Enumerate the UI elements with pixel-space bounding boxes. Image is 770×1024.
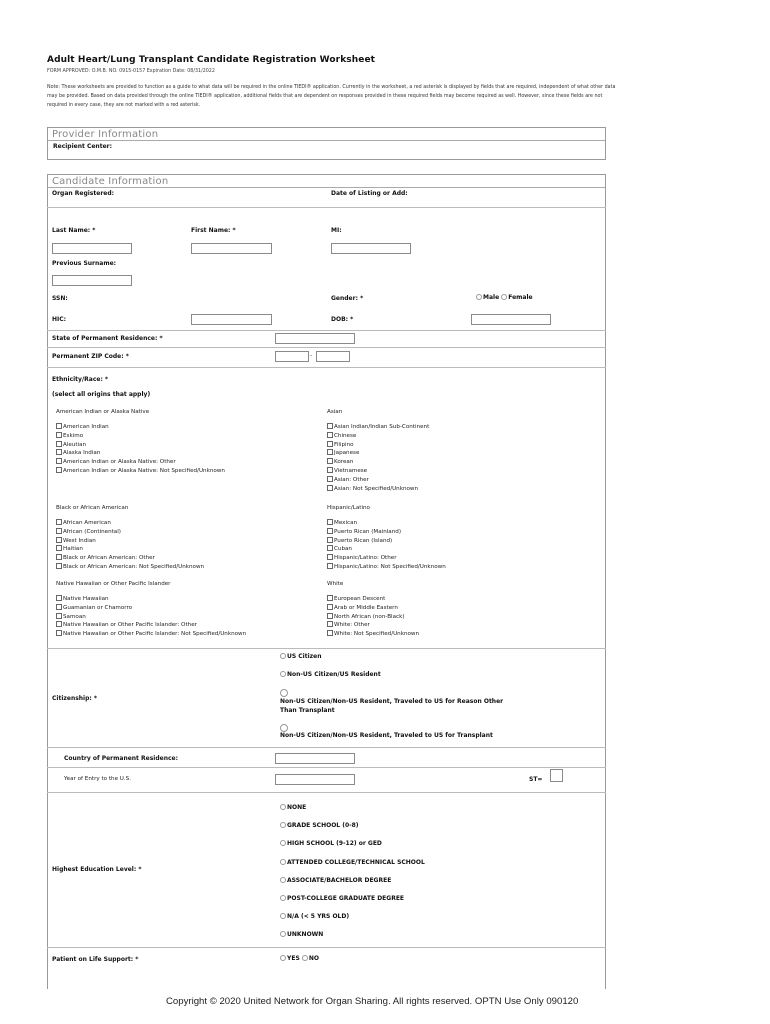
- education-option[interactable]: [280, 854, 425, 872]
- checkbox-label: Haitian: [63, 546, 83, 553]
- checkbox[interactable]: [327, 604, 333, 610]
- checkbox-label: Native Hawaiian or Other Pacific Islander: Not Specified/Unknown: [63, 631, 247, 638]
- checkbox-item[interactable]: [327, 545, 446, 554]
- checkbox-item[interactable]: [56, 458, 225, 467]
- radio[interactable]: [280, 859, 286, 865]
- radio-label: N/A (< 5 YRS OLD): [287, 913, 350, 921]
- checkbox-item[interactable]: [327, 432, 429, 441]
- checkbox-label: Black or African American: Not Specified/Unknown: [63, 563, 205, 570]
- yes-label: YES: [287, 955, 300, 962]
- checkbox-item[interactable]: [56, 441, 225, 450]
- ssn-label: SSN:: [52, 295, 68, 302]
- mi-label: MI:: [331, 227, 342, 234]
- checkbox-label: Asian Indian/Indian Sub-Continent: [334, 424, 430, 430]
- radio-label: US Citizen: [287, 653, 322, 660]
- checkbox[interactable]: [327, 621, 333, 627]
- st-label: ST=: [529, 776, 543, 783]
- checkbox-item[interactable]: [327, 485, 429, 494]
- copyright-footer: Copyright © 2020 United Network for Organ Sharing. All rights reserved. OPTN Use Only 090120: [166, 996, 579, 1007]
- checkbox-label: American Indian: [63, 424, 109, 430]
- checkbox[interactable]: [56, 630, 62, 636]
- zip-label: Permanent ZIP Code: *: [52, 353, 129, 360]
- checkbox-item[interactable]: [327, 441, 429, 450]
- checkbox[interactable]: [56, 554, 62, 560]
- divider: [47, 648, 606, 649]
- checkbox[interactable]: [56, 621, 62, 627]
- education-option[interactable]: [280, 890, 425, 908]
- checkbox[interactable]: [56, 467, 62, 473]
- radio-label: Non-US Citizen/US Resident: [287, 671, 381, 678]
- first-name-label: First Name: *: [191, 227, 236, 234]
- radio-label: Non-US Citizen/Non-US Resident, Traveled to US for Reason Other Than Transplant: [280, 698, 504, 714]
- radio[interactable]: [280, 840, 286, 846]
- checkbox-item[interactable]: [327, 630, 419, 639]
- checkbox[interactable]: [56, 537, 62, 543]
- instructions-note: Note: These worksheets are provided to function as a guide to what data will be required in the online TIEDI® application. Currently in the worksheet, a red asterisk is displayed by fields that are required, independent of what other data may be provided. Based on data provided through the online TIEDI® application, additional fields that are dependent on responses provided in these required fields may become required as well. However, since these fields are not required in every case, they are not marked with a red asterisk.: [47, 85, 616, 108]
- group-title-american-indian: American Indian or Alaska Native: [56, 409, 150, 415]
- radio-label: Non-US Citizen/Non-US Resident, Traveled to US for Transplant: [280, 732, 493, 739]
- zip-dash: -: [310, 353, 313, 359]
- education-option[interactable]: [280, 908, 425, 926]
- checkbox[interactable]: [327, 467, 333, 473]
- dob-label: DOB: *: [331, 316, 354, 323]
- checkbox-label: African (Continental): [63, 528, 121, 535]
- checkbox[interactable]: [327, 554, 333, 560]
- checkbox-item[interactable]: [327, 613, 419, 622]
- state-residence-label: State of Permanent Residence: *: [52, 335, 163, 342]
- divider: [47, 207, 606, 208]
- checkbox-item[interactable]: [327, 476, 429, 485]
- radio[interactable]: [280, 689, 288, 697]
- checkbox-label: Filipino: [334, 441, 354, 448]
- divider: [47, 347, 606, 348]
- checklist-hispanic: [327, 519, 446, 572]
- organ-registered-label: Organ Registered:: [52, 190, 115, 197]
- checkbox-item[interactable]: [327, 621, 419, 630]
- checkbox[interactable]: [327, 545, 333, 551]
- zip-input[interactable]: [275, 351, 309, 362]
- country-residence-select[interactable]: [275, 753, 355, 764]
- checkbox[interactable]: [56, 423, 62, 429]
- checkbox-item[interactable]: [56, 519, 204, 528]
- checkbox-label: Hispanic/Latino: Not Specified/Unknown: [334, 563, 446, 570]
- group-title-asian: Asian: [327, 409, 343, 415]
- education-option[interactable]: [280, 817, 425, 835]
- checkbox-label: Eskimo: [63, 432, 84, 439]
- checkbox[interactable]: [56, 595, 62, 601]
- education-options: [280, 799, 425, 945]
- checkbox[interactable]: [327, 528, 333, 534]
- checkbox-label: Alaska Indian: [63, 450, 101, 457]
- divider: [47, 767, 606, 768]
- checkbox-label: Asian: Not Specified/Unknown: [334, 485, 419, 492]
- education-option[interactable]: [280, 872, 425, 890]
- zip-extension-input[interactable]: [316, 351, 350, 362]
- checkbox-item[interactable]: [327, 563, 446, 572]
- radio[interactable]: [280, 671, 286, 677]
- gender-options: [476, 294, 533, 301]
- checkbox-label: West Indian: [63, 537, 96, 544]
- hic-input[interactable]: [191, 314, 272, 325]
- male-radio[interactable]: [476, 294, 482, 300]
- country-residence-label: Country of Permanent Residence:: [64, 755, 178, 762]
- citizenship-option-us-citizen[interactable]: [280, 653, 322, 660]
- life-support-options: [280, 955, 319, 962]
- checkbox-item[interactable]: [56, 537, 204, 546]
- page-title: Adult Heart/Lung Transplant Candidate Registration Worksheet: [47, 55, 376, 65]
- divider: [47, 947, 606, 948]
- checkbox-item[interactable]: [56, 467, 225, 476]
- checkbox-item[interactable]: [56, 613, 246, 622]
- checklist-asian: [327, 423, 429, 493]
- checkbox[interactable]: [56, 432, 62, 438]
- checkbox[interactable]: [56, 528, 62, 534]
- checkbox-item[interactable]: [327, 554, 446, 563]
- female-label: Female: [508, 294, 533, 301]
- checkbox[interactable]: [327, 458, 333, 464]
- radio[interactable]: [280, 822, 286, 828]
- radio[interactable]: [280, 913, 286, 919]
- checkbox-label: Vietnamese: [334, 467, 368, 474]
- radio[interactable]: [280, 653, 286, 659]
- checkbox-item[interactable]: [56, 621, 246, 630]
- checkbox-label: African American: [63, 520, 111, 526]
- checkbox-label: American Indian or Alaska Native: Not Specified/Unknown: [63, 467, 225, 474]
- divider: [47, 367, 606, 368]
- mi-input[interactable]: [331, 243, 411, 254]
- checkbox-label: Native Hawaiian or Other Pacific Islander: Other: [63, 622, 197, 629]
- last-name-label: Last Name: *: [52, 227, 96, 234]
- checkbox[interactable]: [56, 458, 62, 464]
- checkbox[interactable]: [56, 449, 62, 455]
- checkbox[interactable]: [56, 519, 62, 525]
- radio-label: HIGH SCHOOL (9-12) or GED: [287, 840, 382, 848]
- no-label: NO: [308, 955, 319, 962]
- citizenship-option-other-reason[interactable]: [280, 689, 520, 715]
- select-all-hint: (select all origins that apply): [52, 391, 151, 398]
- checkbox-label: Korean: [334, 459, 354, 466]
- first-name-input[interactable]: [191, 243, 272, 254]
- radio[interactable]: [280, 804, 286, 810]
- checkbox-label: Guamanian or Chamorro: [63, 604, 133, 611]
- checkbox[interactable]: [56, 604, 62, 610]
- checkbox-label: European Descent: [334, 596, 386, 602]
- previous-surname-label: Previous Surname:: [52, 260, 117, 267]
- checkbox[interactable]: [327, 519, 333, 525]
- checkbox-item[interactable]: [56, 630, 246, 639]
- checkbox-label: Asian: Other: [334, 476, 369, 483]
- checkbox[interactable]: [327, 537, 333, 543]
- state-residence-select[interactable]: [275, 333, 355, 344]
- checkbox[interactable]: [327, 613, 333, 619]
- checkbox-label: Japanese: [334, 450, 360, 457]
- citizenship-option-us-resident[interactable]: [280, 671, 381, 678]
- yes-radio[interactable]: [280, 955, 286, 961]
- previous-surname-input[interactable]: [52, 275, 132, 286]
- provider-section: [47, 127, 606, 160]
- last-name-input[interactable]: [52, 243, 132, 254]
- checkbox-item[interactable]: [56, 595, 246, 604]
- checkbox[interactable]: [56, 613, 62, 619]
- checkbox-item[interactable]: [327, 537, 446, 546]
- checkbox-item[interactable]: [56, 554, 204, 563]
- checkbox-item[interactable]: [327, 528, 446, 537]
- checkbox-item[interactable]: [56, 449, 225, 458]
- provider-heading: Provider Information: [48, 128, 605, 141]
- checkbox[interactable]: [327, 423, 333, 429]
- checkbox-label: Black or African American: Other: [63, 555, 155, 562]
- year-entry-label: Year of Entry to the U.S.: [64, 776, 132, 782]
- group-title-white: White: [327, 581, 344, 587]
- radio[interactable]: [280, 724, 288, 732]
- female-radio[interactable]: [501, 294, 507, 300]
- radio-label: UNKNOWN: [287, 931, 324, 939]
- checklist-american-indian: [56, 423, 225, 476]
- checkbox-item[interactable]: [56, 432, 225, 441]
- checkbox-item[interactable]: [327, 458, 429, 467]
- checkbox-item[interactable]: [327, 423, 429, 432]
- checkbox-item[interactable]: [327, 467, 429, 476]
- male-label: Male: [483, 294, 500, 301]
- checkbox-item[interactable]: [56, 528, 204, 537]
- candidate-heading: Candidate Information: [48, 175, 605, 188]
- radio[interactable]: [280, 931, 286, 937]
- checkbox-item[interactable]: [56, 545, 204, 554]
- checkbox-item[interactable]: [56, 604, 246, 613]
- checkbox-label: White: Other: [334, 622, 370, 629]
- checkbox[interactable]: [327, 630, 333, 636]
- life-support-label: Patient on Life Support: *: [52, 956, 139, 963]
- radio-label: ASSOCIATE/BACHELOR DEGREE: [287, 876, 392, 884]
- checklist-pacific: [56, 595, 246, 639]
- checkbox[interactable]: [56, 545, 62, 551]
- group-title-pacific: Native Hawaiian or Other Pacific Islander: [56, 581, 171, 587]
- citizenship-label: Citizenship: *: [52, 695, 98, 702]
- group-title-black: Black or African American: [56, 505, 129, 511]
- checkbox-label: Samoan: [63, 613, 86, 620]
- checkbox-label: Aleutian: [63, 441, 87, 448]
- checkbox-label: Hispanic/Latino: Other: [334, 555, 397, 562]
- checkbox-label: Mexican: [334, 520, 358, 526]
- education-option[interactable]: [280, 926, 425, 944]
- radio-label: GRADE SCHOOL (0-8): [287, 822, 359, 830]
- dob-input[interactable]: [471, 314, 551, 325]
- checklist-black: [56, 519, 204, 572]
- checkbox[interactable]: [56, 563, 62, 569]
- no-radio[interactable]: [302, 955, 308, 961]
- divider: [47, 792, 606, 793]
- checkbox[interactable]: [327, 476, 333, 482]
- checkbox-label: Puerto Rican (Island): [334, 537, 393, 544]
- radio-label: POST-COLLEGE GRADUATE DEGREE: [287, 895, 405, 903]
- education-option[interactable]: [280, 799, 425, 817]
- year-entry-input[interactable]: [275, 774, 355, 785]
- checkbox[interactable]: [327, 485, 333, 491]
- divider: [47, 330, 606, 331]
- date-of-listing-label: Date of Listing or Add:: [331, 190, 408, 197]
- radio[interactable]: [280, 877, 286, 883]
- checkbox[interactable]: [327, 595, 333, 601]
- checkbox[interactable]: [56, 441, 62, 447]
- checkbox-label: Puerto Rican (Mainland): [334, 528, 402, 535]
- checkbox[interactable]: [327, 441, 333, 447]
- ethnicity-label: Ethnicity/Race: *: [52, 376, 109, 383]
- checkbox[interactable]: [327, 449, 333, 455]
- checkbox[interactable]: [327, 563, 333, 569]
- divider: [47, 747, 606, 748]
- checkbox-label: Cuban: [334, 546, 352, 553]
- citizenship-option-transplant[interactable]: [280, 724, 493, 739]
- checkbox-label: Chinese: [334, 432, 357, 439]
- checkbox-item[interactable]: [327, 595, 419, 604]
- checkbox-label: Native Hawaiian: [63, 596, 109, 602]
- checklist-white: [327, 595, 419, 639]
- checkbox-label: American Indian or Alaska Native: Other: [63, 459, 176, 466]
- group-title-hispanic: Hispanic/Latino: [327, 505, 370, 511]
- checkbox[interactable]: [327, 432, 333, 438]
- checkbox-item[interactable]: [56, 563, 204, 572]
- checkbox-label: White: Not Specified/Unknown: [334, 631, 420, 638]
- checkbox-label: Arab or Middle Eastern: [334, 604, 398, 611]
- checkbox-label: North African (non-Black): [334, 613, 405, 620]
- gender-label: Gender: *: [331, 295, 364, 302]
- st-checkbox[interactable]: [550, 769, 563, 782]
- checkbox-item[interactable]: [327, 604, 419, 613]
- checkbox-item[interactable]: [56, 423, 225, 432]
- form-approval-note: FORM APPROVED: O.M.B. NO. 0915-0157 Expiration Date: 08/31/2022: [47, 69, 215, 74]
- radio-label: ATTENDED COLLEGE/TECHNICAL SCHOOL: [287, 858, 425, 866]
- hic-label: HIC:: [52, 316, 67, 323]
- checkbox-item[interactable]: [327, 449, 429, 458]
- checkbox-item[interactable]: [327, 519, 446, 528]
- education-label: Highest Education Level: *: [52, 866, 142, 873]
- recipient-center-label: Recipient Center:: [53, 143, 112, 150]
- education-option[interactable]: [280, 835, 425, 853]
- radio[interactable]: [280, 895, 286, 901]
- radio-label: NONE: [287, 804, 307, 811]
